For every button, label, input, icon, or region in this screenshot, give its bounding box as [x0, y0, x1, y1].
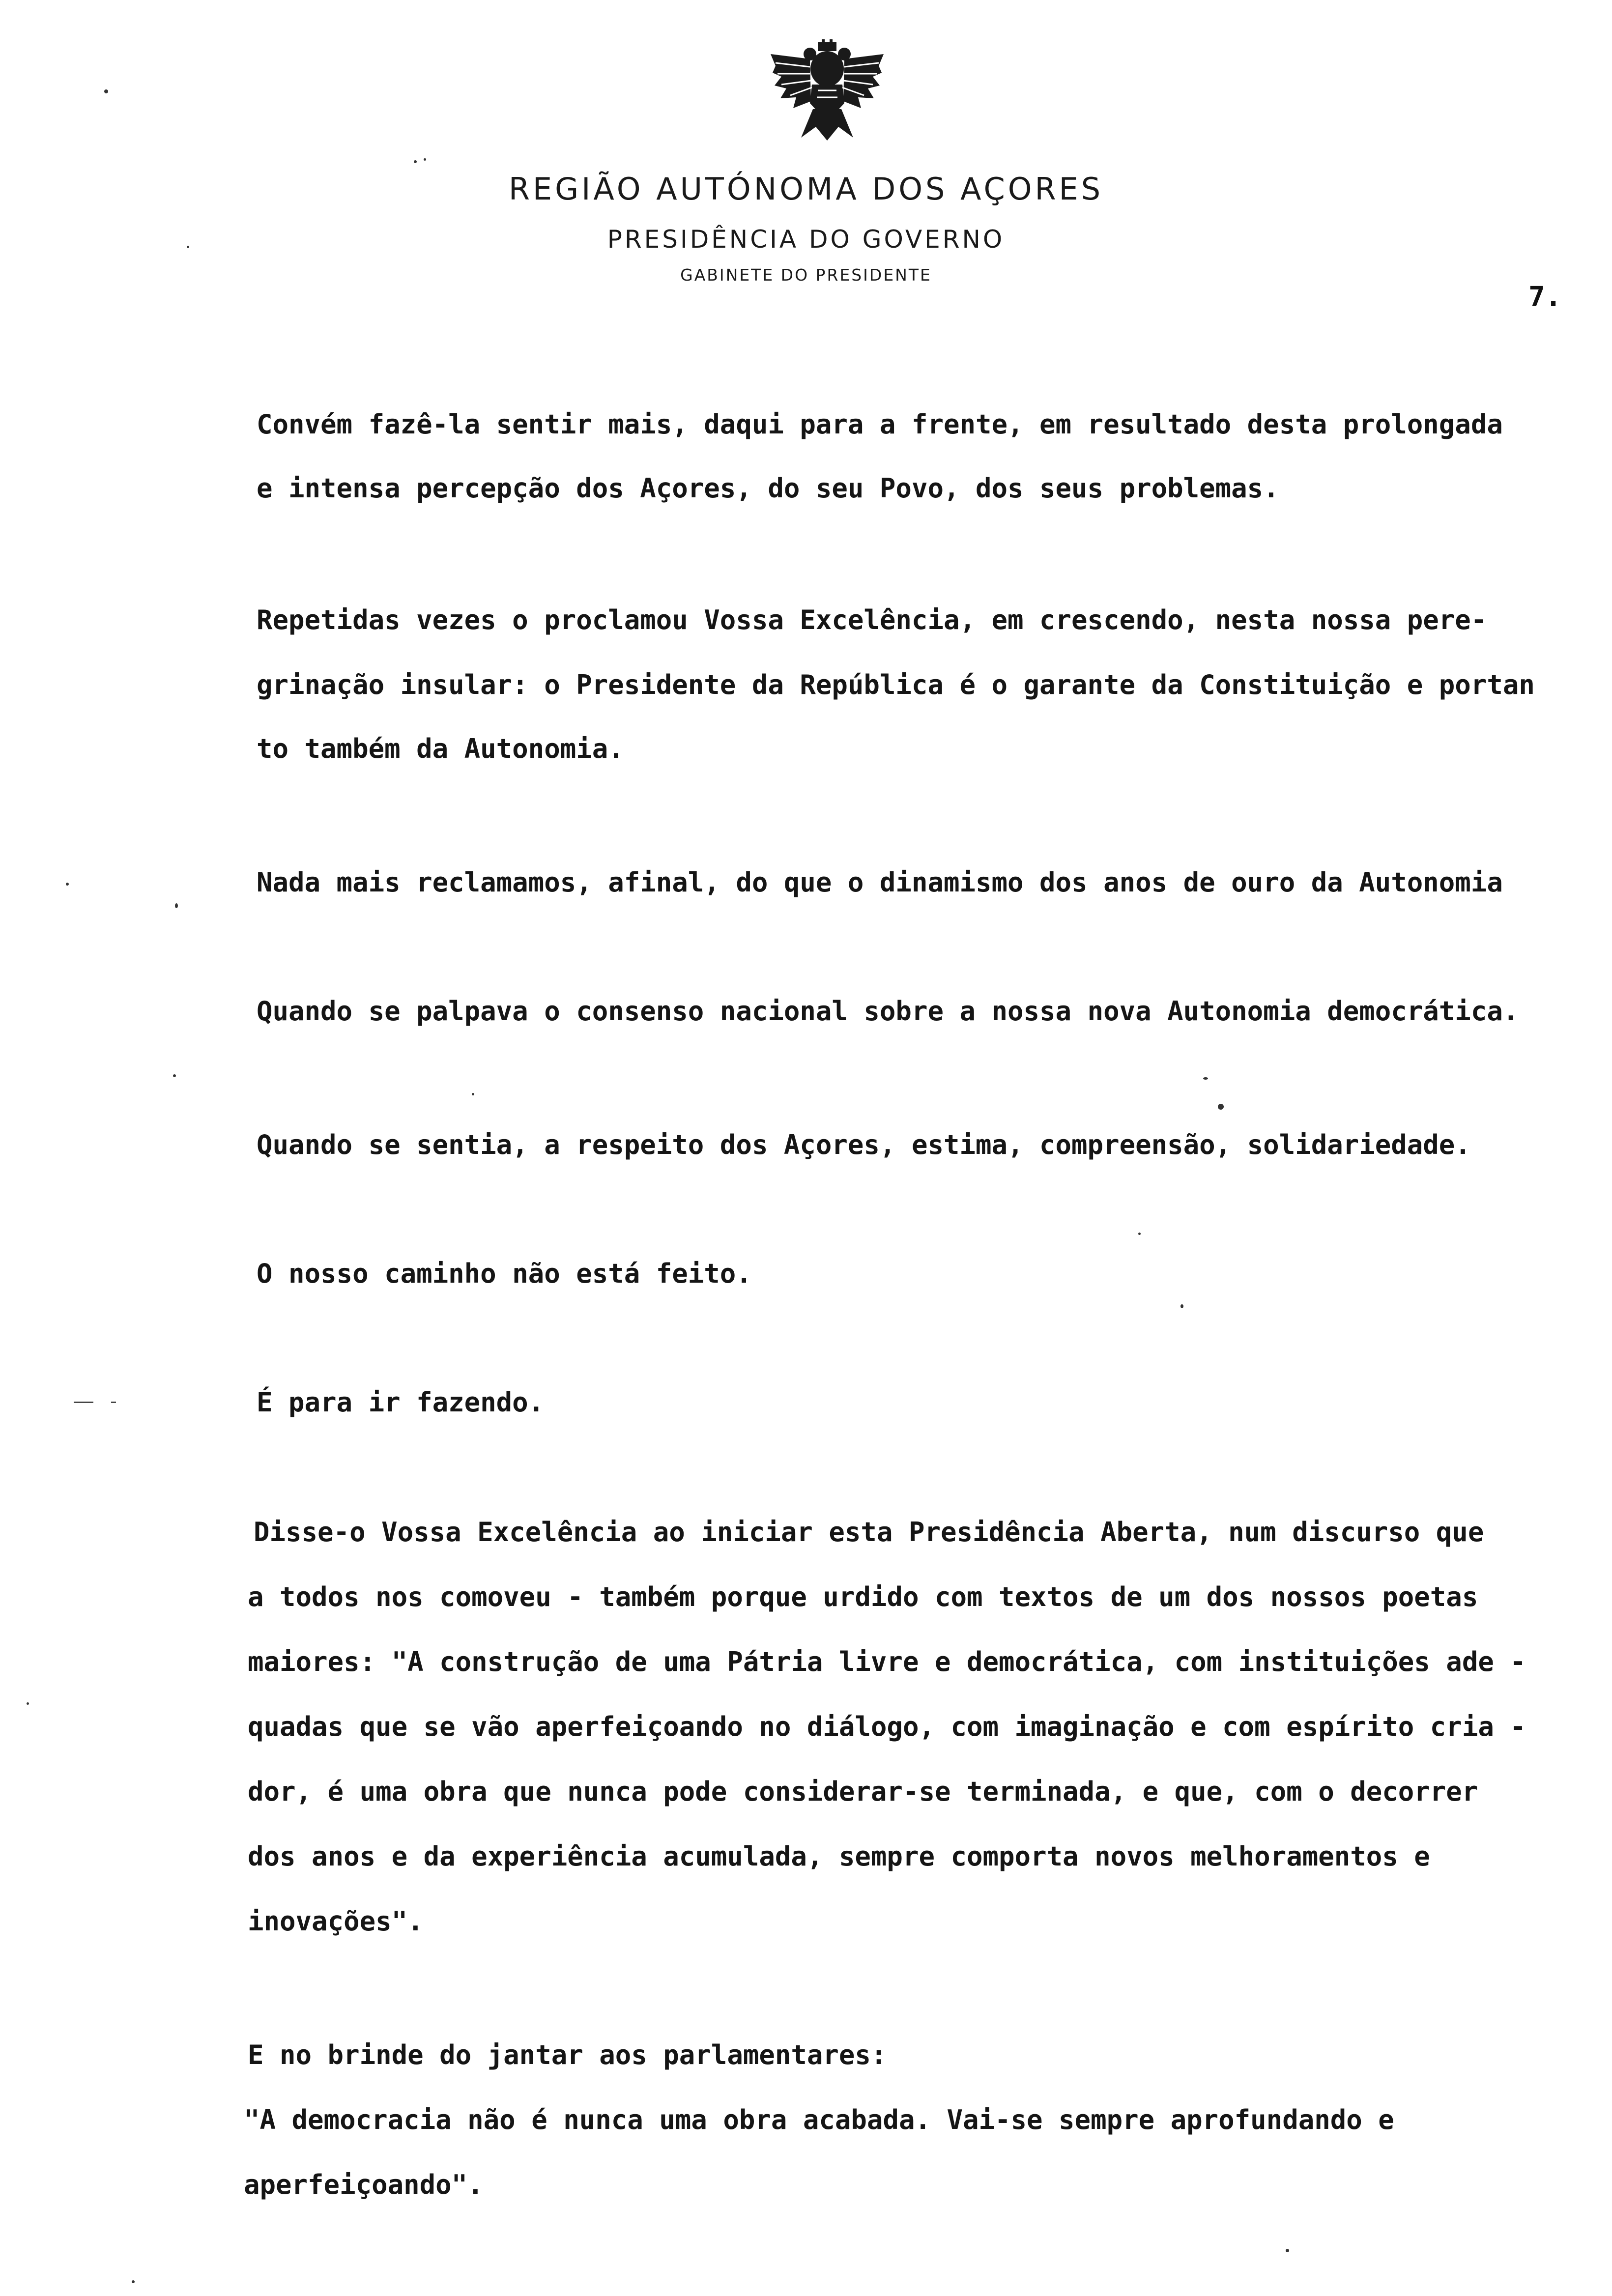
- scan-speck: [1218, 1104, 1224, 1110]
- text-line: Disse-o Vossa Excelência ao iniciar esta Presidência Aberta, num discurso que: [254, 1517, 1484, 1548]
- scan-speck: [66, 883, 69, 886]
- scan-speck: [1203, 1077, 1208, 1080]
- scan-speck: [173, 1074, 176, 1077]
- text-line: E no brinde do jantar aos parlamentares:: [248, 2039, 887, 2070]
- text-line: inovações".: [248, 1906, 424, 1937]
- header-cabinet: GABINETE DO PRESIDENTE: [680, 265, 932, 285]
- scan-speck: [1180, 1304, 1183, 1308]
- text-line: e intensa percepção dos Açores, do seu Povo, dos seus problemas.: [257, 473, 1279, 504]
- scan-mark: [111, 1402, 116, 1403]
- text-line: dos anos e da experiência acumulada, sempre comporta novos melhoramentos e: [248, 1841, 1430, 1872]
- page-number: 7.: [1528, 281, 1562, 313]
- scan-speck: [424, 158, 426, 161]
- header-presidency: PRESIDÊNCIA DO GOVERNO: [607, 225, 1005, 254]
- text-line: Repetidas vezes o proclamou Vossa Excelência, em crescendo, nesta nossa pere-: [257, 604, 1487, 635]
- text-line: Convém fazê-la sentir mais, daqui para a frente, em resultado desta prolongada: [257, 409, 1503, 440]
- scan-speck: [175, 903, 178, 908]
- text-line: Quando se sentia, a respeito dos Açores, estima, compreensão, solidariedade.: [257, 1129, 1471, 1160]
- text-line: O nosso caminho não está feito.: [257, 1258, 752, 1289]
- text-line: grinação insular: o Presidente da República é o garante da Constituição e portan: [257, 669, 1535, 700]
- text-line: to também da Autonomia.: [257, 733, 624, 764]
- text-line: "A democracia não é nunca uma obra acabada. Vai-se sempre aprofundando e: [244, 2104, 1394, 2135]
- scan-speck: [414, 160, 417, 163]
- text-line: dor, é uma obra que nunca pode considerar-se terminada, e que, com o decorrer: [248, 1776, 1478, 1807]
- scan-speck: [27, 1702, 29, 1705]
- text-line: aperfeiçoando".: [244, 2169, 484, 2200]
- text-line: quadas que se vão aperfeiçoando no diálogo, com imaginação e com espírito cria -: [248, 1711, 1526, 1742]
- text-line: É para ir fazendo.: [257, 1387, 545, 1418]
- scan-mark: [74, 1402, 93, 1403]
- text-line: maiores: "A construção de uma Pátria livre e democrática, com instituições ade -: [248, 1646, 1526, 1677]
- header-region: REGIÃO AUTÓNOMA DOS AÇORES: [508, 171, 1104, 207]
- scan-speck: [104, 89, 108, 93]
- text-line: a todos nos comoveu - também porque urdido com textos de um dos nossos poetas: [248, 1581, 1478, 1612]
- scan-speck: [1286, 2249, 1289, 2252]
- scan-speck: [472, 1093, 474, 1095]
- coat-of-arms-eagle-icon: [771, 39, 884, 143]
- text-line: Nada mais reclamamos, afinal, do que o dinamismo dos anos de ouro da Autonomia: [257, 867, 1503, 898]
- scan-speck: [1138, 1233, 1141, 1235]
- text-line: Quando se palpava o consenso nacional sobre a nossa nova Autonomia democrática.: [257, 996, 1519, 1027]
- scan-speck: [132, 2280, 135, 2283]
- scan-speck: [187, 246, 189, 248]
